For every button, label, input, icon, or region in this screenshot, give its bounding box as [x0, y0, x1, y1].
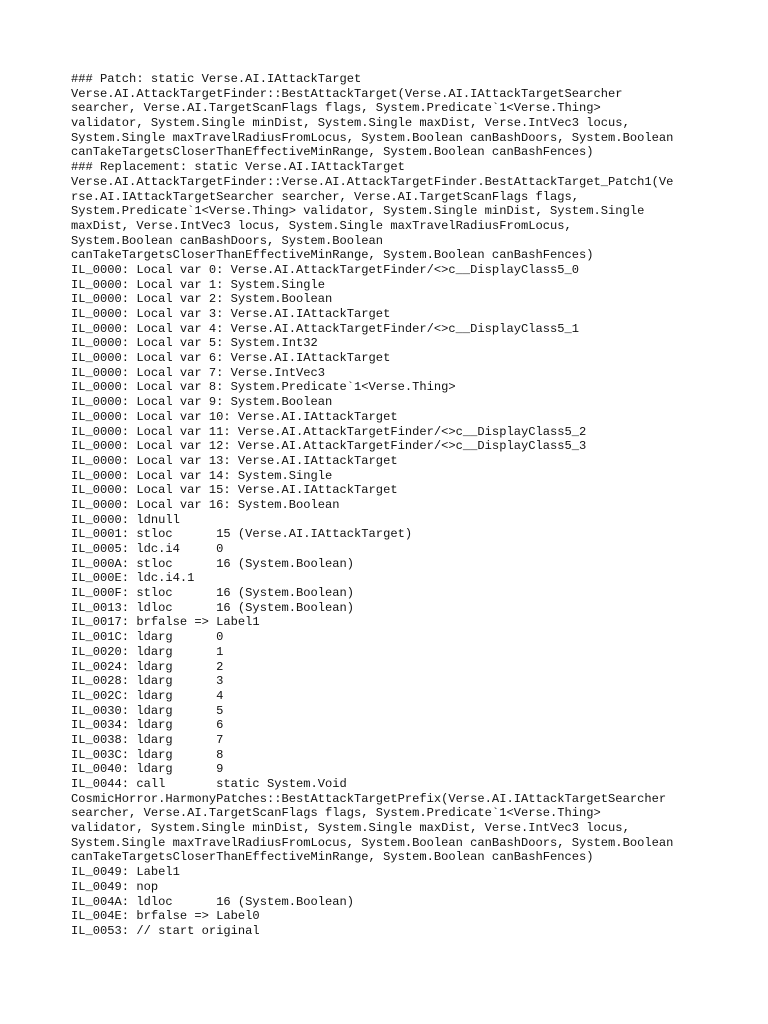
- code-line: IL_0000: Local var 12: Verse.AI.AttackTargetFinder/<>c__DisplayClass5_3: [71, 439, 587, 454]
- code-line: IL_0000: Local var 10: Verse.AI.IAttackTarget: [71, 409, 398, 424]
- code-line: IL_0005: ldc.i4 0: [71, 542, 224, 556]
- code-line: IL_0049: nop: [71, 879, 159, 894]
- code-line: ### Replacement: static Verse.AI.IAttackTarget: [71, 160, 405, 175]
- code-line: Verse.AI.AttackTargetFinder::BestAttackTarget(Verse.AI.IAttackTargetSearcher: [71, 86, 623, 101]
- code-line: System.Predicate`1<Verse.Thing> validator, System.Single minDist, System.Single: [71, 204, 645, 219]
- code-line: IL_0024: ldarg 2: [71, 659, 224, 674]
- code-line: System.Boolean canBashDoors, System.Boolean: [71, 233, 384, 248]
- code-line: System.Single maxTravelRadiusFromLocus, System.Boolean canBashDoors, System.Boolean: [71, 130, 674, 145]
- code-line: IL_0000: Local var 5: System.Int32: [71, 336, 318, 351]
- code-line: IL_000E: ldc.i4.1: [71, 571, 195, 586]
- code-line: canTakeTargetsCloserThanEffectiveMinRange, System.Boolean canBashFences): [71, 145, 594, 160]
- code-line: IL_0049: Label1: [71, 865, 180, 880]
- code-line: IL_0000: Local var 2: System.Boolean: [71, 292, 333, 307]
- code-line: IL_0000: Local var 9: System.Boolean: [71, 395, 333, 410]
- code-line: IL_0053: // start original: [71, 923, 260, 938]
- code-line: CosmicHorror.HarmonyPatches::BestAttackTargetPrefix(Verse.AI.IAttackTargetSearcher: [71, 791, 667, 806]
- code-line: IL_000A: stloc 16 (System.Boolean): [71, 556, 355, 571]
- code-line: IL_003C: ldarg 8: [71, 747, 224, 762]
- code-line: validator, System.Single minDist, System.Single maxDist, Verse.IntVec3 locus,: [71, 116, 630, 131]
- code-line: searcher, Verse.AI.TargetScanFlags flags, System.Predicate`1<Verse.Thing>: [71, 806, 601, 821]
- code-line: IL_0020: ldarg 1: [71, 644, 224, 659]
- code-line: IL_0000: Local var 1: System.Single: [71, 277, 326, 292]
- code-line: IL_0000: Local var 6: Verse.AI.IAttackTarget: [71, 351, 391, 366]
- code-line: IL_0000: Local var 11: Verse.AI.AttackTargetFinder/<>c__DisplayClass5_2: [71, 424, 587, 439]
- code-line: validator, System.Single minDist, System.Single maxDist, Verse.IntVec3 locus,: [71, 821, 630, 836]
- code-line: IL_0000: Local var 0: Verse.AI.AttackTargetFinder/<>c__DisplayClass5_0: [71, 262, 580, 277]
- code-line: rse.AI.IAttackTargetSearcher searcher, Verse.AI.TargetScanFlags flags,: [71, 189, 580, 204]
- code-line: IL_004E: brfalse => Label0: [71, 909, 260, 924]
- code-line: IL_0000: Local var 3: Verse.AI.IAttackTarget: [71, 307, 391, 321]
- code-line: IL_0044: call static System.Void: [71, 777, 347, 791]
- code-line: IL_0000: Local var 4: Verse.AI.AttackTargetFinder/<>c__DisplayClass5_1: [71, 321, 580, 336]
- code-line: IL_0013: ldloc 16 (System.Boolean): [71, 600, 355, 615]
- code-line: IL_0028: ldarg 3: [71, 674, 224, 689]
- code-line: IL_0030: ldarg 5: [71, 703, 224, 718]
- code-line: IL_0000: Local var 16: System.Boolean: [71, 497, 340, 512]
- code-line: IL_0017: brfalse => Label1: [71, 615, 260, 630]
- code-line: IL_0000: Local var 8: System.Predicate`1<Verse.Thing>: [71, 380, 456, 395]
- code-line: IL_0000: Local var 15: Verse.AI.IAttackTarget: [71, 483, 398, 498]
- code-line: IL_0034: ldarg 6: [71, 718, 224, 733]
- code-line: IL_000F: stloc 16 (System.Boolean): [71, 586, 355, 601]
- code-line: IL_002C: ldarg 4: [71, 688, 224, 703]
- code-line: IL_0000: ldnull: [71, 512, 180, 527]
- code-line: IL_0040: ldarg 9: [71, 762, 224, 777]
- code-line: IL_0038: ldarg 7: [71, 732, 224, 747]
- code-line: maxDist, Verse.IntVec3 locus, System.Single maxTravelRadiusFromLocus,: [71, 218, 572, 233]
- il-listing: [71, 72, 711, 939]
- code-line: ### Patch: static Verse.AI.IAttackTarget: [71, 72, 362, 86]
- code-line: Verse.AI.AttackTargetFinder::Verse.AI.AttackTargetFinder.BestAttackTarget_Patch1(Ve: [71, 174, 674, 189]
- code-line: searcher, Verse.AI.TargetScanFlags flags, System.Predicate`1<Verse.Thing>: [71, 101, 601, 116]
- code-line: IL_0000: Local var 14: System.Single: [71, 468, 333, 483]
- code-line: System.Single maxTravelRadiusFromLocus, System.Boolean canBashDoors, System.Boolean: [71, 835, 674, 850]
- code-line: IL_004A: ldloc 16 (System.Boolean): [71, 894, 355, 909]
- code-line: canTakeTargetsCloserThanEffectiveMinRange, System.Boolean canBashFences): [71, 248, 594, 263]
- code-line: IL_0001: stloc 15 (Verse.AI.IAttackTarget): [71, 527, 413, 542]
- code-line: IL_0000: Local var 13: Verse.AI.IAttackTarget: [71, 453, 398, 468]
- code-line: IL_001C: ldarg 0: [71, 630, 224, 645]
- code-line: IL_0000: Local var 7: Verse.IntVec3: [71, 365, 326, 380]
- code-line: canTakeTargetsCloserThanEffectiveMinRange, System.Boolean canBashFences): [71, 850, 594, 865]
